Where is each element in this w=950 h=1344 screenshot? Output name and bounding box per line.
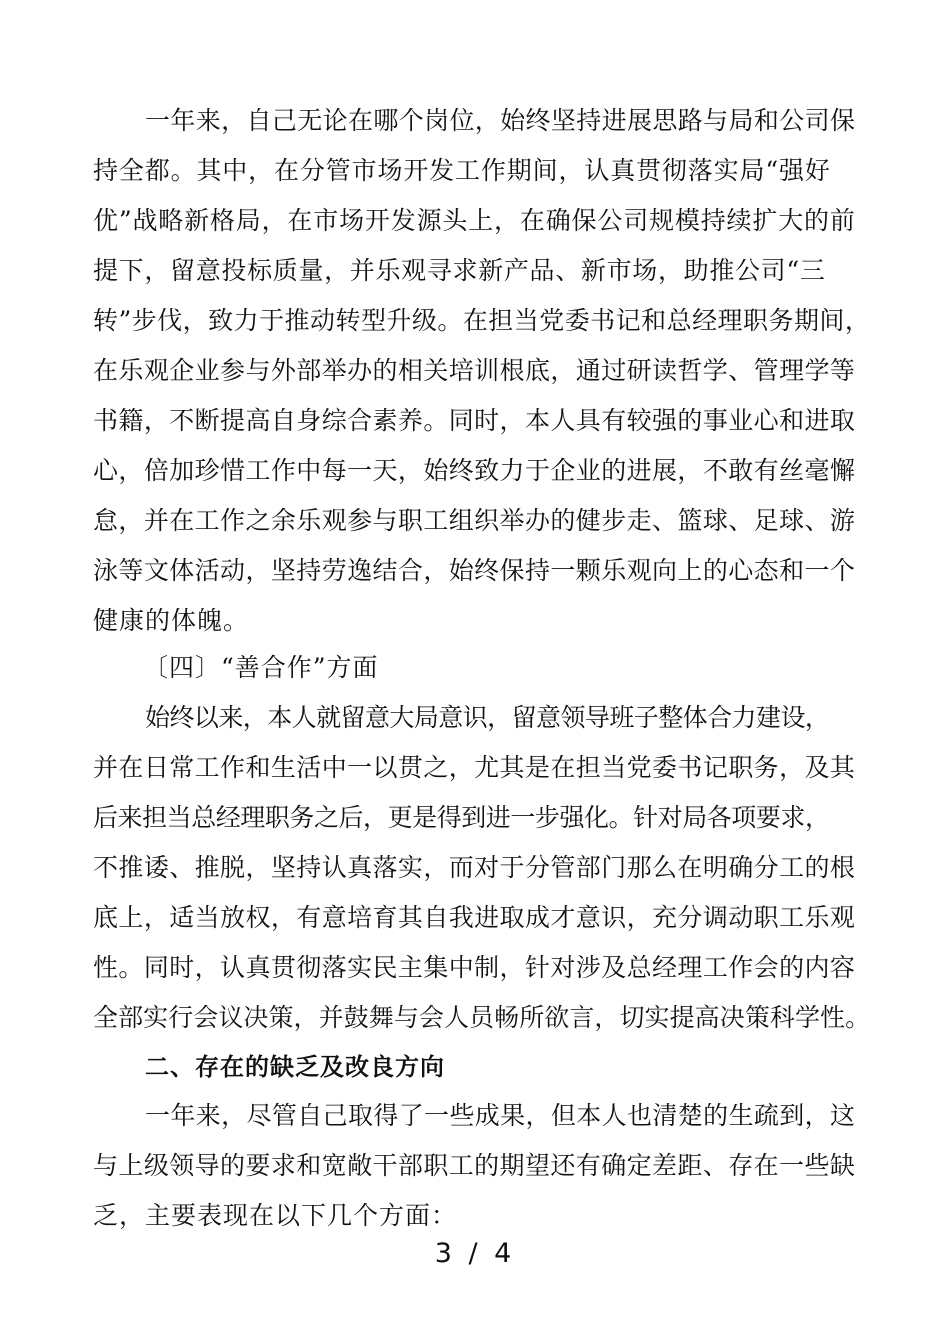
section-heading-cooperation: 〔四〕“善合作”方面 [143,653,379,682]
text-line-7: 书籍，不断提高自身综合素养。同时，本人具有较强的事业心和进取 [93,406,856,435]
text-line-18: 性。同时，认真贯彻落实民主集中制，针对涉及总经理工作会的内容 [93,953,856,982]
text-line-21: 一年来，尽管自己取得了一些成果，但本人也清楚的生疏到，这 [145,1101,856,1130]
page-number: 3 / 4 [434,1238,516,1269]
text-line-16: 不推诿、推脱，坚持认真落实，而对于分管部门那么在明确分工的根 [93,853,856,882]
text-line-15: 后来担当总经理职务之后，更是得到进一步强化。针对局各项要求， [93,803,830,832]
text-line-5: 转”步伐，致力于推动转型升级。在担当党委书记和总经理职务期间， [93,306,871,335]
text-line-3: 优”战略新格局，在市场开发源头上，在确保公司规模持续扩大的前 [93,206,856,235]
text-line-4: 提下，留意投标质量，并乐观寻求新产品、新市场，助推公司“三 [93,256,826,285]
text-line-11: 健康的体魄。 [93,606,250,635]
text-line-8: 心，倍加珍惜工作中每一天，始终致力于企业的进展，不敢有丝毫懈 [93,456,856,485]
section-heading-shortcomings: 二、存在的缺乏及改良方向 [145,1053,445,1081]
text-line-9: 怠，并在工作之余乐观参与职工组织举办的健步走、篮球、足球、游 [93,506,856,535]
text-line-13: 始终以来，本人就留意大局意识，留意领导班子整体合力建设， [145,703,830,732]
text-line-19: 全部实行会议决策，并鼓舞与会人员畅所欲言，切实提高决策科学性。 [93,1003,871,1032]
text-line-1: 一年来，自己无论在哪个岗位，始终坚持进展思路与局和公司保 [145,106,856,135]
text-line-2: 持全都。其中，在分管市场开发工作期间，认真贯彻落实局“强好 [93,156,831,185]
text-line-23: 乏，主要表现在以下几个方面： [93,1201,458,1230]
text-line-22: 与上级领导的要求和宽敞干部职工的期望还有确定差距、存在一些缺 [93,1151,856,1180]
text-line-14: 并在日常工作和生活中一以贯之，尤其是在担当党委书记职务，及其 [93,753,856,782]
text-line-17: 底上，适当放权，有意培育其自我进取成才意识，充分调动职工乐观 [93,903,856,932]
text-line-10: 泳等文体活动，坚持劳逸结合，始终保持一颗乐观向上的心态和一个 [93,556,856,585]
text-line-6: 在乐观企业参与外部举办的相关培训根底，通过研读哲学、管理学等 [93,356,856,385]
